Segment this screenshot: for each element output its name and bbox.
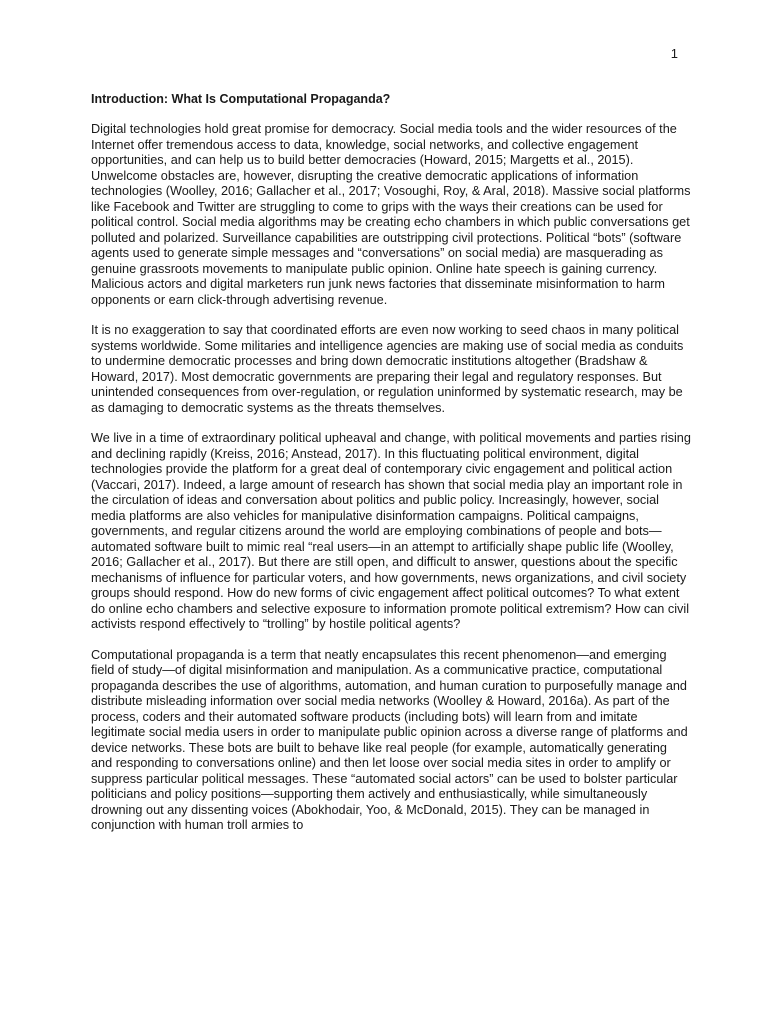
paragraph-3: We live in a time of extraordinary political upheaval and change, with political movements and parties rising and declining rapidly (Kreiss, 2016; Anstead, 2017). In this fluctuating political environment, digital technologies provide the platform for a great deal of contemporary civic engagement and political action (Vaccari, 2017). Indeed, a large amount of research has shown that social media play an important role in the circulation of ideas and conversation about politics and public policy. Increasingly, however, social media platforms are also vehicles for manipulative disinformation campaigns. Political campaigns, governments, and regular citizens around the world are employing combinations of people and bots—automated software built to mimic real “real users—in an attempt to artificially shape public life (Woolley, 2016; Gallacher et al., 2017). But there are still open, and difficult to answer, questions about the specific mechanisms of influence for particular voters, and how governments, news organizations, and civil society groups should respond. How do new forms of civic engagement affect political outcomes? To what extent do online echo chambers and selective exposure to information promote political extremism? How can civil activists respond effectively to “trolling” by hostile political agents?	[91, 431, 691, 631]
page-number: 1	[670, 46, 678, 61]
paragraph-1: Digital technologies hold great promise for democracy. Social media tools and the wider resources of the Internet offer tremendous access to data, knowledge, social networks, and collective engagement opportunities, and can help us to build better democracies (Howard, 2015; Margetts et al., 2015). Unwelcome obstacles are, however, disrupting the creative democratic applications of information technologies (Woolley, 2016; Gallacher et al., 2017; Vosoughi, Roy, & Aral, 2018). Massive social platforms like Facebook and Twitter are struggling to come to grips with the ways their creations can be used for political control. Social media algorithms may be creating echo chambers in which public conversations get polluted and polarized. Surveillance capabilities are outstripping civil protections. Political “bots” (software agents used to generate simple messages and “conversations” on social media) are masquerading as genuine grassroots movements to manipulate public opinion. Online hate speech is gaining currency. Malicious actors and digital marketers run junk news factories that disseminate misinformation to harm opponents or earn click-through advertising revenue.	[91, 122, 691, 307]
page-content	[91, 91, 691, 849]
paragraph-2: It is no exaggeration to say that coordinated efforts are even now working to seed chaos in many political systems worldwide. Some militaries and intelligence agencies are making use of social media as conduits to undermine democratic processes and bring down democratic institutions altogether (Bradshaw & Howard, 2017). Most democratic governments are preparing their legal and regulatory responses. But unintended consequences from over-regulation, or regulation uninformed by systematic research, may be as damaging to democratic systems as the threats themselves.	[91, 323, 684, 415]
section-heading: Introduction: What Is Computational Propaganda?	[91, 92, 391, 106]
paragraph-4: Computational propaganda is a term that neatly encapsulates this recent phenomenon—and emerging field of study—of digital misinformation and manipulation. As a communicative practice, computational propaganda describes the use of algorithms, automation, and human curation to purposefully manage and distribute misleading information over social media networks (Woolley & Howard, 2016a). As part of the process, coders and their automated software products (including bots) will learn from and imitate legitimate social media users in order to manipulate public opinion across a diverse range of platforms and device networks. These bots are built to behave like real people (for example, automatically generating and responding to conversations online) and then let loose over social media sites in order to amplify or suppress particular political messages. These “automated social actors” can be used to bolster particular politicians and policy positions—supporting them actively and enthusiastically, while simultaneously drowning out any dissenting voices (Abokhodair, Yoo, & McDonald, 2015). They can be managed in conjunction with human troll armies to	[91, 647, 688, 832]
